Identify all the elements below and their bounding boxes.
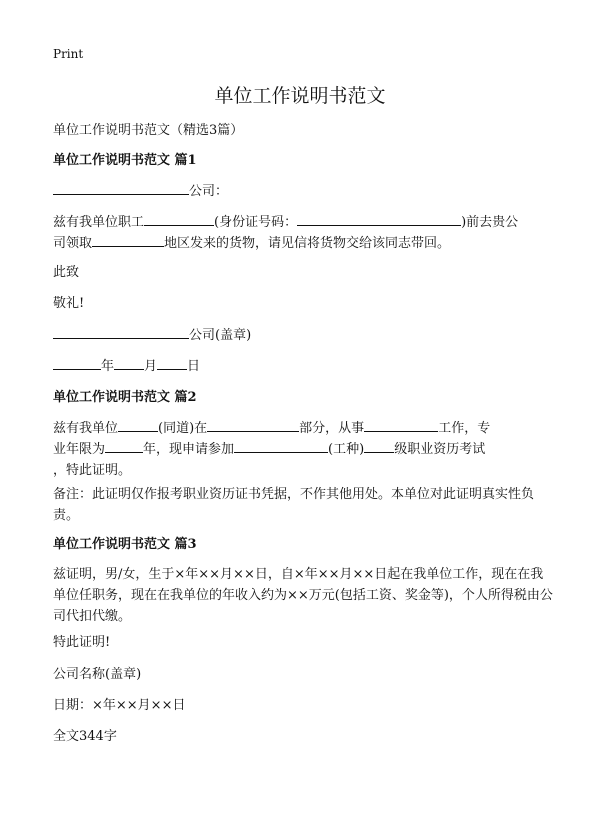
blank-company [53,181,189,195]
company-line: 公司： [53,181,553,202]
blank-exam [234,439,328,453]
letter-body: 兹有我单位职工 (身份证号码： )前去贵公 司领取 地区发来的货物，请见信将货物交给该同志带回。 [53,212,553,254]
blank-month [114,356,144,370]
certificate-body: 兹有我单位 (同道)在 部分，从事 工作，专 业年限为 年，现申请参加 (工种) 级职业资历考试 ，特此证明。 [53,418,553,481]
jing-li: 敬礼! [53,296,85,311]
print-link[interactable]: Print [53,47,84,61]
blank-region [92,233,164,247]
blank-job [364,418,438,432]
blank-level [364,439,394,453]
section-heading-3: 单位工作说明书范文 篇3 [53,537,197,552]
page-title: 单位工作说明书范文 [214,85,386,107]
blank-department [207,418,299,432]
blank-year [53,356,101,370]
word-count: 全文344字 [53,729,117,744]
blank-seal-company [53,325,189,339]
ci-zhi: 此致 [53,265,80,280]
section-heading-2: 单位工作说明书范文 篇2 [53,390,197,405]
note: 备注：此证明仅作报考职业资历证书凭据，不作其他用处。本单位对此证明真实性负责。 [53,487,535,523]
blank-unit [118,418,158,432]
te-ci: 特此证明! [53,635,111,650]
date-field: 日期：×年××月××日 [53,698,186,713]
blank-employee [144,212,214,226]
blank-years [105,439,143,453]
company-name-seal: 公司名称(盖章) [53,667,142,682]
section-heading-1: 单位工作说明书范文 篇1 [53,153,197,168]
proof-body: 兹证明，男/女，生于×年××月××日，自×年××月××日起在我单位工作，现在在我单位任职务，现在在我单位的年收入约为××万元(包括工资、奖金等)，个人所得税由公司代扣代缴。 [53,567,553,624]
blank-id-number [297,212,461,226]
blank-day [157,356,187,370]
subtitle: 单位工作说明书范文（精选3篇） [53,123,244,138]
date-line: 年 月 日 [53,356,553,377]
seal-line: 公司(盖章) [53,325,553,346]
